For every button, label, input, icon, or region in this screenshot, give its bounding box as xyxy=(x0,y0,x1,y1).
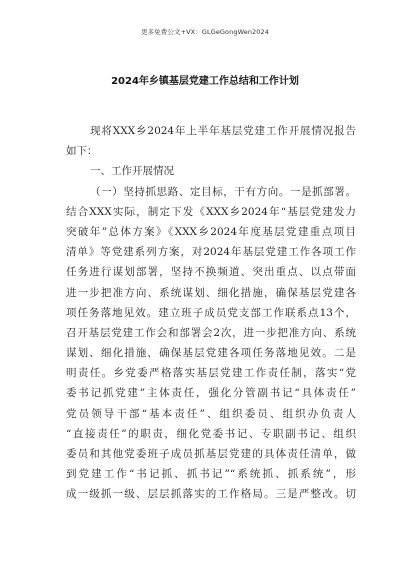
body-line: 突破年”总体方案》《XXX乡2024年度基层党建重点项目 xyxy=(66,225,356,238)
body-line: 谋划、细化措施，确保基层党建各项任务落地见效。二是 xyxy=(66,347,356,360)
body-line: 成一级抓一级、层层抓落实的工作格局。三是严整改。切 xyxy=(66,488,356,501)
body-line: “直接责任”的职责，细化党委书记、专职副书记、组织 xyxy=(66,427,356,440)
document-title: 2024年乡镇基层党建工作总结和工作计划 xyxy=(111,76,299,87)
body-line: 项任务落地见效。建立班子成员党支部工作联系点13个， xyxy=(66,306,356,319)
body-line: （一）坚持抓思路、定目标，干有方向。一是抓部署。 xyxy=(90,185,356,198)
body-line: 召开基层党建工作会和部署会2次，进一步把准方向、系统 xyxy=(66,326,356,339)
body-line: 党员领导干部“基本责任”、组织委员、组织办负责人 xyxy=(66,407,356,420)
body-line: 现将XXX乡2024年上半年基层党建工作开展情况报告 xyxy=(90,125,356,137)
body-line: 结合XXX实际，制定下发《XXX乡2024年“基层党建发力 xyxy=(66,205,356,218)
body-line: 进一步把准方向、系统谋划、细化措施，确保基层党建各 xyxy=(66,286,356,299)
body-line: 如下： xyxy=(66,145,98,158)
body-line: 任务进行谋划部署，坚持不换频道、突出重点、以点带面 xyxy=(66,266,356,279)
body-line: 清单》等党建系列方案，对2024年基层党建工作各项工作 xyxy=(66,246,356,259)
header-note: 更多免费公文+VX：GLGeGongWen2024 xyxy=(140,28,269,36)
section-heading: 一、工作开展情况 xyxy=(90,165,174,178)
body-line: 委书记抓党建”主体责任，强化分管副书记“具体责任” xyxy=(66,387,356,400)
document-body xyxy=(66,121,356,505)
body-line: 委员和其他党委班子成员抓基层党建的具体责任清单，做 xyxy=(66,448,356,460)
body-line: 到党建工作“书记抓、抓书记”“系统抓、抓系统”，形 xyxy=(66,468,356,481)
body-line: 明责任。乡党委严格落实基层党建工作责任制，落实“党 xyxy=(66,367,356,380)
